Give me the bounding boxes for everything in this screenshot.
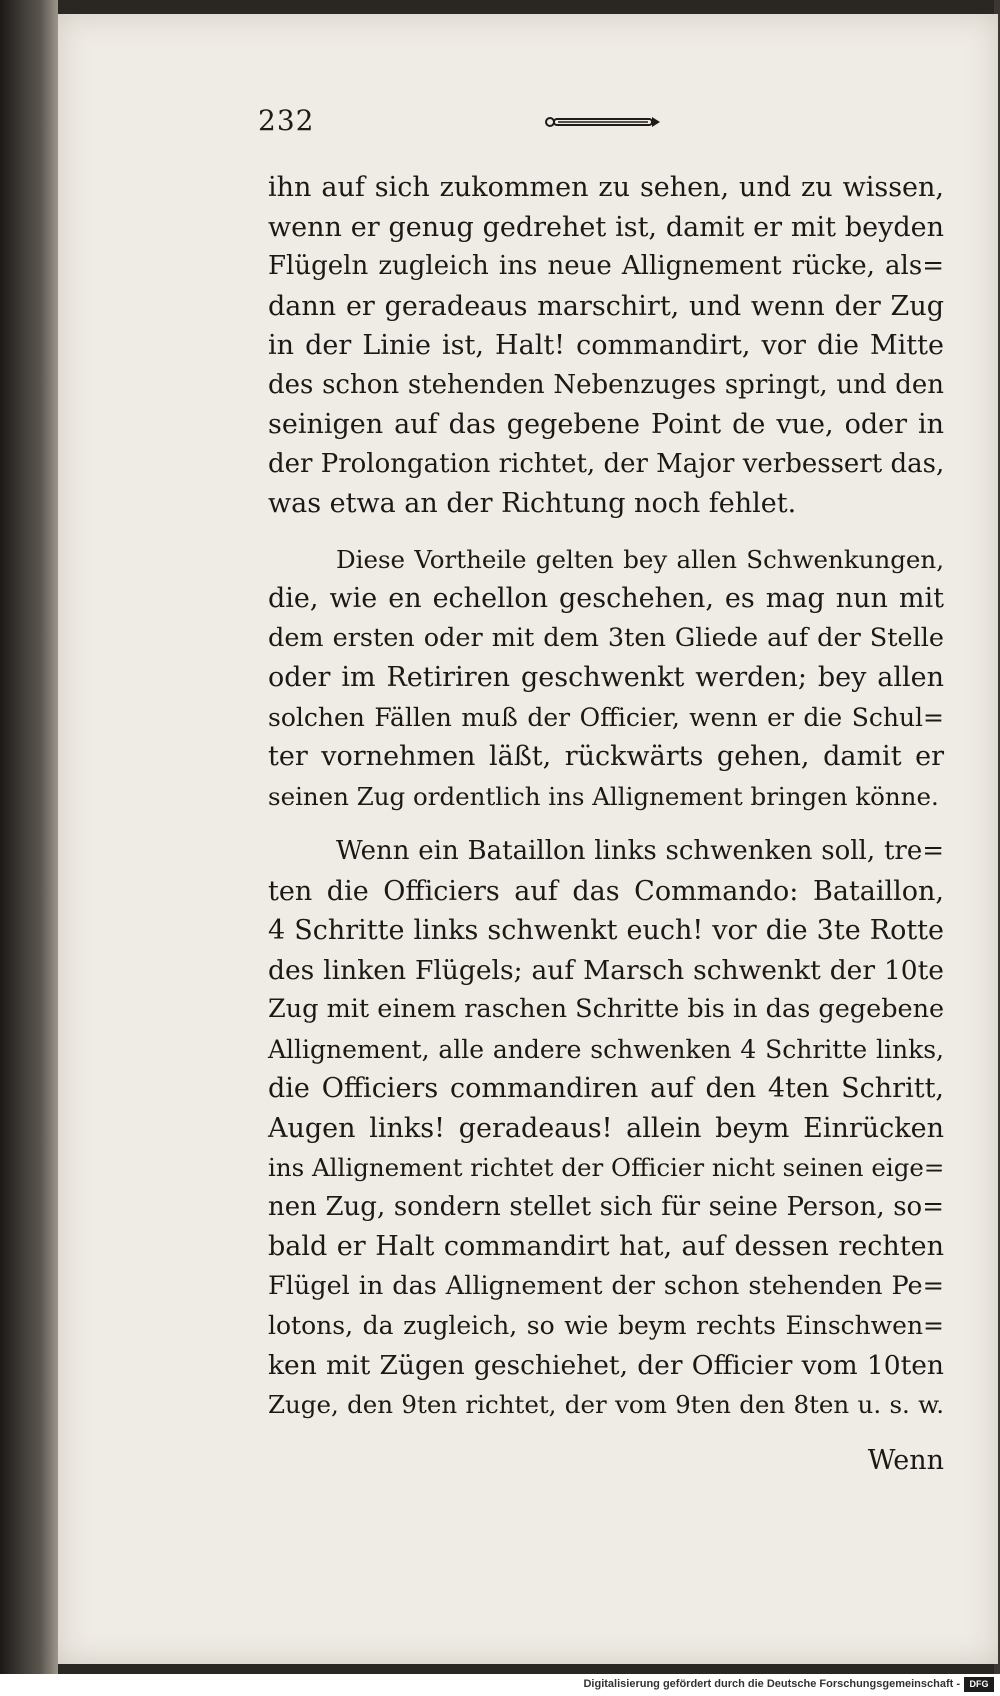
text-line: Flügeln zugleich ins neue Allignement rücke, als= bbox=[268, 251, 944, 281]
text-line: der Prolongation richtet, der Major verbessert das, bbox=[268, 448, 945, 479]
text-line: Allignement, alle andere schwenken 4 Schritte links, bbox=[268, 1034, 944, 1064]
text-line: dann er geradeaus marschirt, und wenn der Zug bbox=[268, 290, 944, 322]
paragraph bbox=[268, 832, 944, 1425]
text-line: ten die Officiers auf das Commando: Bataillon, bbox=[268, 875, 944, 907]
text-line: Augen links! geradeaus! allein beym Einrücken bbox=[268, 1112, 944, 1144]
text-line: seinen Zug ordentlich ins Allignement bringen könne. bbox=[268, 781, 939, 811]
footer-credit: Digitalisierung gefördert durch die Deutsche Forschungsgemeinschaft - bbox=[583, 1678, 960, 1690]
page-header bbox=[258, 104, 938, 144]
text-line: des schon stehenden Nebenzuges springt, und den bbox=[268, 369, 944, 400]
text-line: in der Linie ist, Halt! commandirt, vor die Mitte bbox=[268, 330, 944, 361]
text-line: die, wie en echellon geschehen, es mag nun mit bbox=[268, 583, 944, 614]
text-line: Zug mit einem raschen Schritte bis in das gegebene bbox=[268, 994, 945, 1024]
dfg-logo-icon: DFG bbox=[964, 1677, 994, 1692]
paragraph bbox=[268, 540, 944, 817]
text-line: nen Zug, sondern stellet sich für seine Person, so= bbox=[268, 1191, 944, 1222]
text-line: seinigen auf das gegebene Point de vue, oder in bbox=[268, 409, 944, 440]
text-line: lotons, da zugleich, so wie beym rechts Einschwen= bbox=[268, 1311, 944, 1340]
text-line: ter vornehmen läßt, rückwärts gehen, damit er bbox=[268, 741, 944, 772]
text-line: ken mit Zügen geschiehet, der Officier vom 10ten bbox=[268, 1349, 944, 1381]
text-line: die Officiers commandiren auf den 4ten Schritt, bbox=[268, 1073, 944, 1104]
text-line: wenn er genug gedrehet ist, damit er mit beyden bbox=[268, 211, 944, 243]
catchword: Wenn bbox=[867, 1444, 944, 1476]
text-line: oder im Retiriren geschwenkt werden; bey allen bbox=[268, 662, 944, 693]
text-line: 4 Schritte links schwenkt euch! vor die 3te Rotte bbox=[268, 915, 944, 946]
text-line: ins Allignement richtet der Officier nicht seinen eige= bbox=[268, 1153, 945, 1182]
ornament-rule-icon bbox=[544, 114, 662, 130]
text-line: des linken Flügels; auf Marsch schwenkt der 10te bbox=[268, 954, 944, 986]
text-line: dem ersten oder mit dem 3ten Gliede auf der Stelle bbox=[268, 622, 944, 653]
text-line: ihn auf sich zukommen zu sehen, und zu wissen, bbox=[268, 172, 944, 203]
text-line: Diese Vortheile gelten bey allen Schwenkungen, bbox=[336, 544, 944, 574]
text-line: Wenn ein Bataillon links schwenken soll, tre= bbox=[336, 836, 944, 866]
text-line: bald er Halt commandirt hat, auf dessen rechten bbox=[268, 1231, 944, 1262]
text-line: solchen Fällen muß der Officier, wenn er die Schul= bbox=[268, 702, 944, 732]
scan-left-edge bbox=[0, 0, 58, 1696]
body-text bbox=[268, 168, 944, 1481]
text-line: Zuge, den 9ten richtet, der vom 9ten den 8ten u. s. w. bbox=[268, 1390, 944, 1419]
paragraph bbox=[268, 168, 944, 524]
page-number: 232 bbox=[258, 104, 315, 137]
footer-bar bbox=[0, 1674, 1000, 1696]
text-line: Flügel in das Allignement der schon stehenden Pe= bbox=[268, 1270, 944, 1301]
text-line: was etwa an der Richtung noch fehlet. bbox=[268, 488, 797, 519]
